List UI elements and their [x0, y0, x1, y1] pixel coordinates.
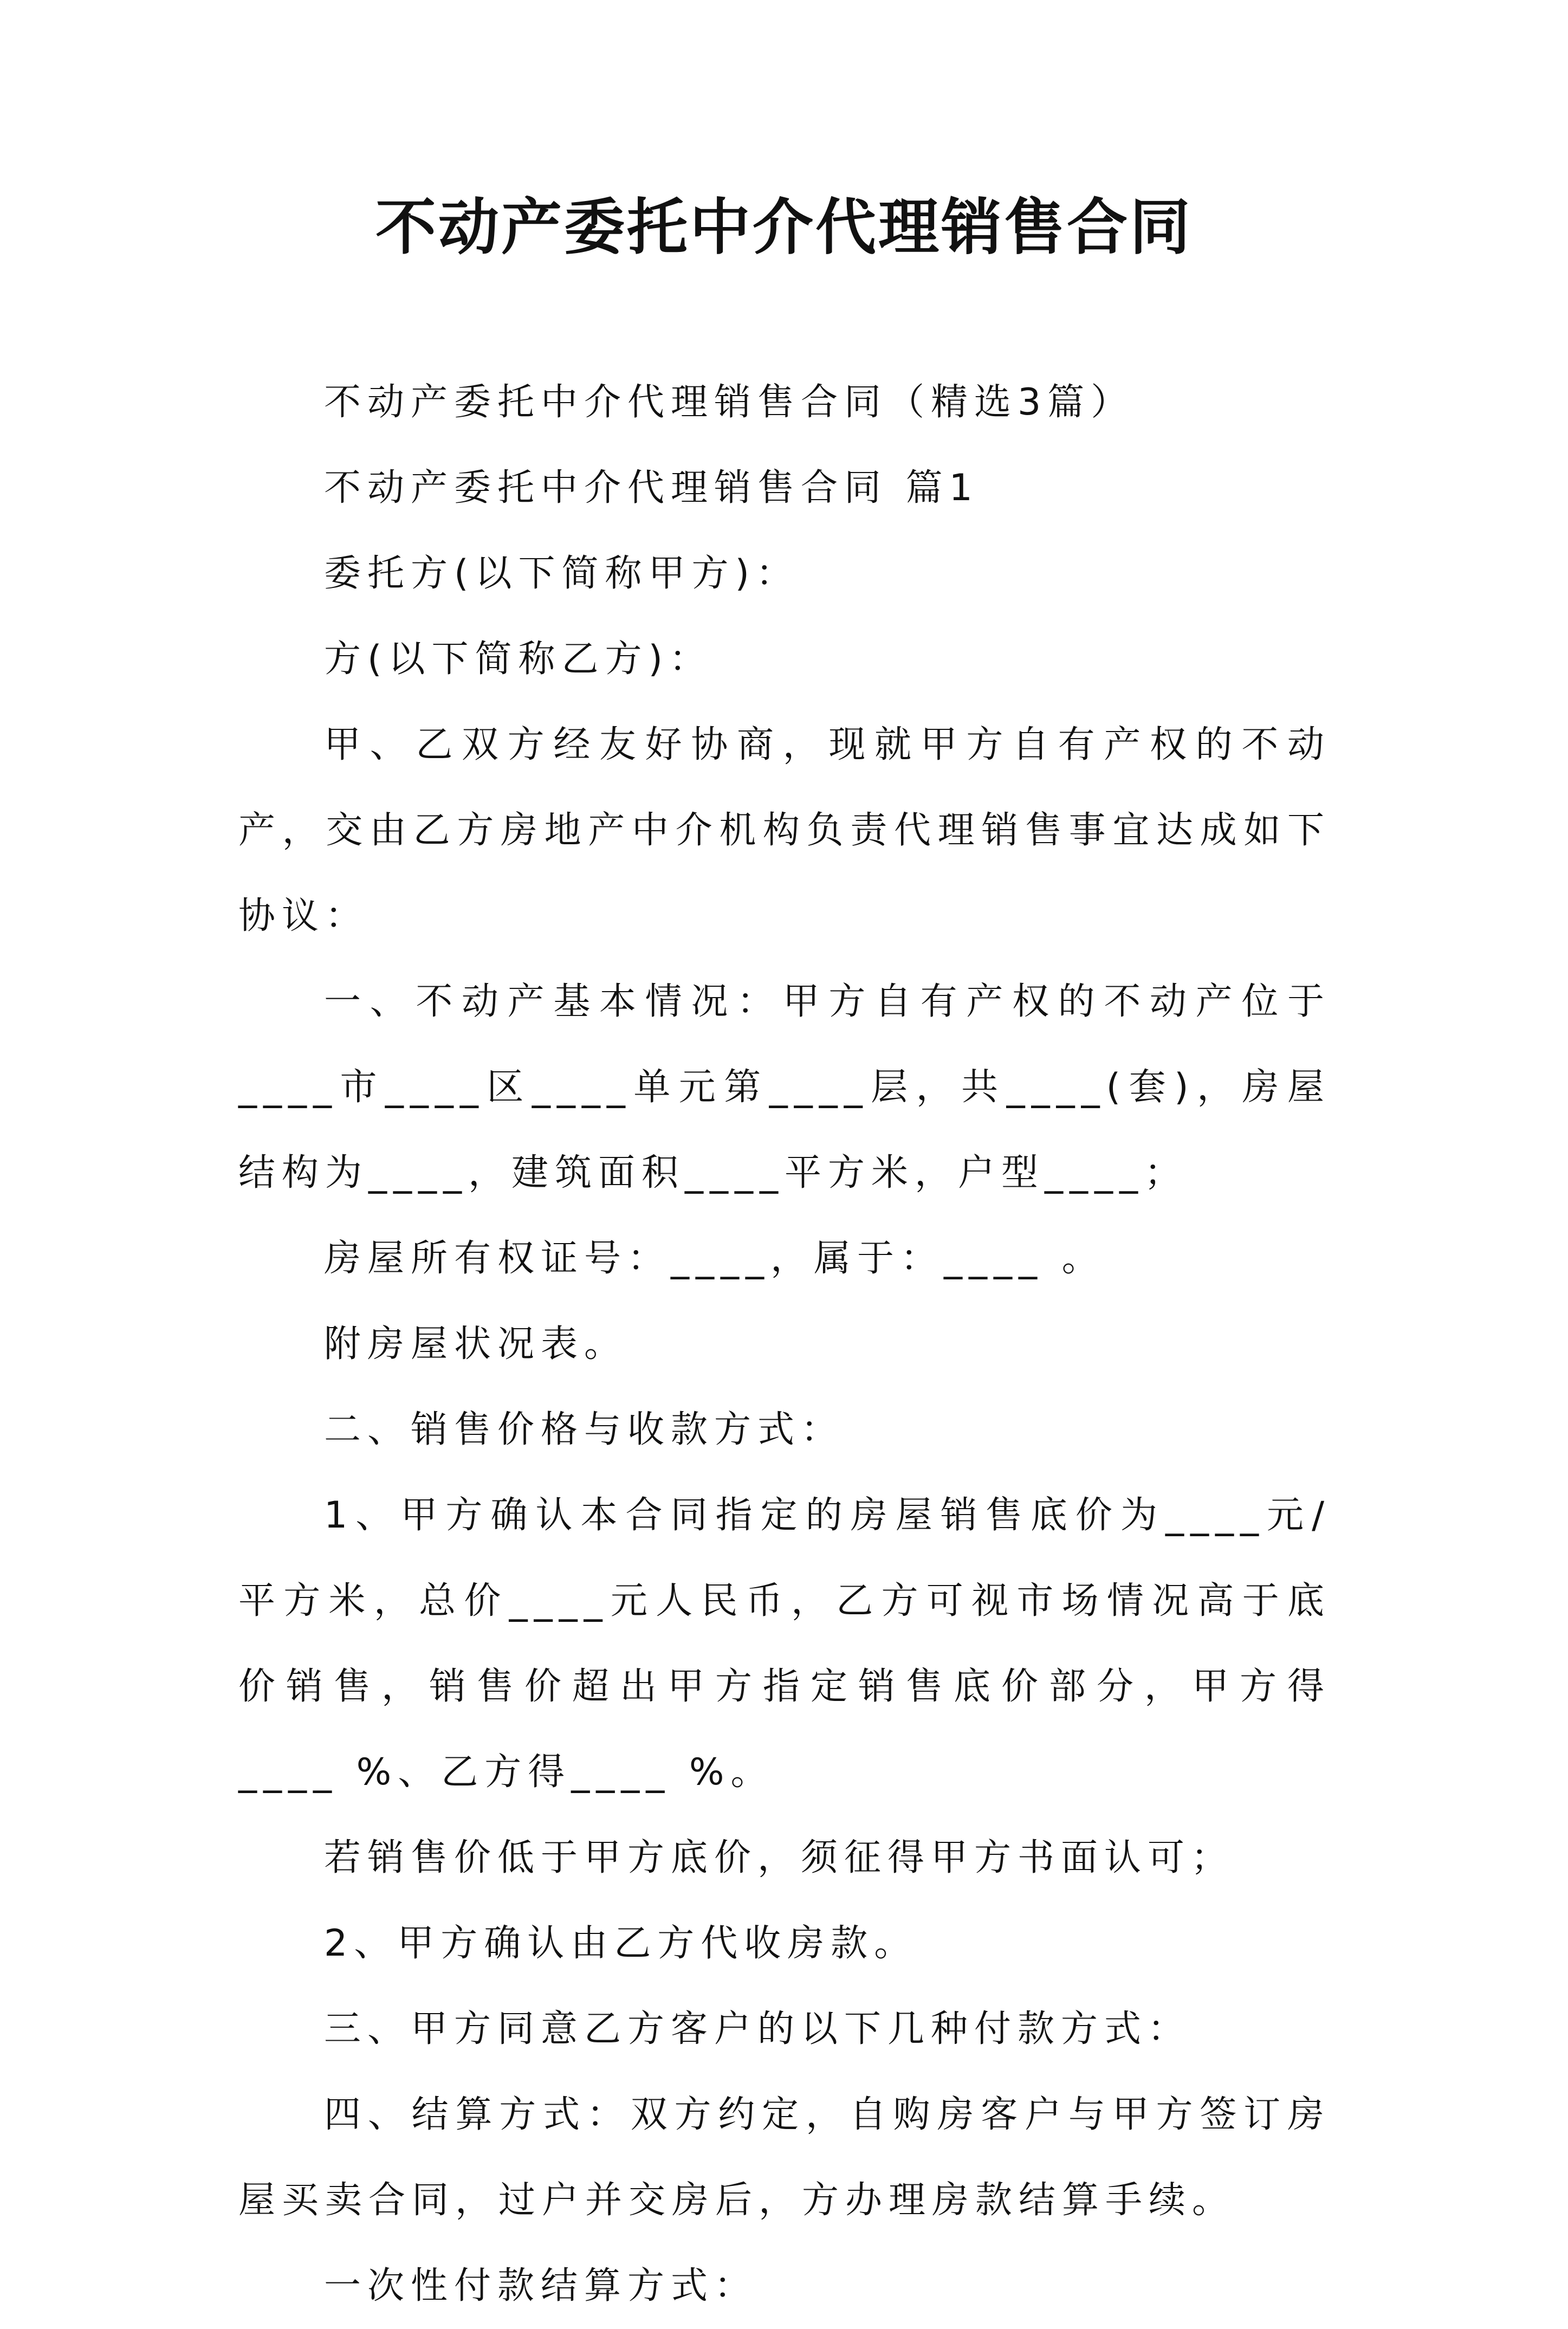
paragraph: 二、销售价格与收款方式：	[324, 1408, 845, 1451]
paragraph: 若销售价低于甲方底价，须征得甲方书面认可；	[324, 1836, 1235, 1879]
paragraph: 不动产委托中介代理销售合同 篇1	[324, 467, 979, 509]
paragraph: 2、甲方确认由乙方代收房款。	[324, 1922, 918, 1965]
paragraph: 三、甲方同意乙方客户的以下几种付款方式：	[324, 2008, 1191, 2050]
paragraph: 1、甲方确认本合同指定的房屋销售底价为____元/平方米，总价____元人民币，乙方可视市场情况高于底价销售，销售价超出甲方指定销售底价部分，甲方得____ %、乙方得____ %。	[238, 1494, 1331, 1794]
paragraph: 甲、乙双方经友好协商，现就甲方自有产权的不动产，交由乙方房地产中介机构负责代理销售事宜达成如下协议：	[238, 723, 1331, 937]
paragraph: 房屋所有权证号：____，属于：____ 。	[324, 1237, 1105, 1280]
paragraph: 四、结算方式：双方约定，自购房客户与甲方签订房屋买卖合同，过户并交房后，方办理房款结算手续。	[238, 2093, 1331, 2222]
document-title: 不动产委托中介代理销售合同	[375, 192, 1193, 263]
paragraph: 不动产委托中介代理销售合同（精选3篇）	[324, 381, 1135, 424]
paragraph: 附房屋状况表。	[324, 1323, 628, 1366]
paragraph: 一、不动产基本情况：甲方自有产权的不动产位于____市____区____单元第____层，共____(套)，房屋结构为____，建筑面积____平方米，户型____；	[238, 980, 1331, 1194]
document-body	[238, 360, 1331, 2329]
paragraph: 方(以下简称乙方)：	[324, 638, 713, 681]
paragraph: 委托方(以下简称甲方)：	[324, 552, 800, 595]
paragraph: 一次性付款结算方式：	[324, 2265, 758, 2307]
